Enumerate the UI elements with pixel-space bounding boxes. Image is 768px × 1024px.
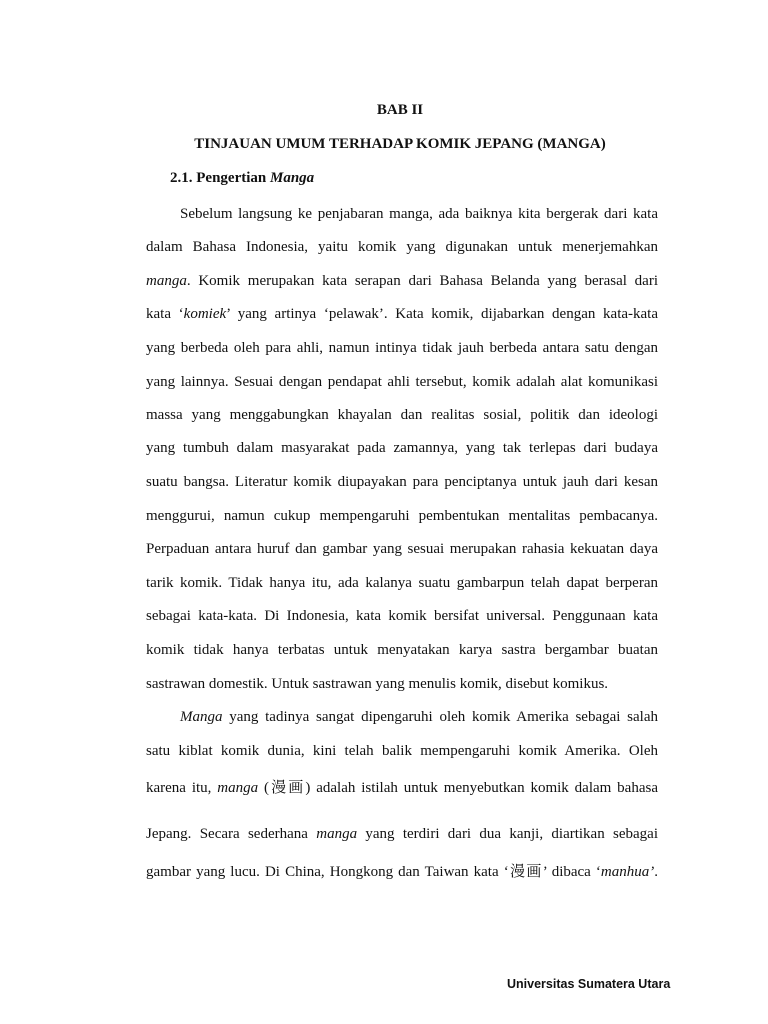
paragraph-1-line-12: tarik komik. Tidak hanya itu, ada kalanya suatu gambarpun telah dapat berperan	[146, 575, 658, 591]
section-term: Manga	[269, 170, 315, 186]
paragraph-text: kata ‘	[146, 306, 184, 322]
paragraph-1-line-15: sastrawan domestik. Untuk sastrawan yang menulis komik, disebut komikus.	[146, 676, 609, 692]
paragraph-2-line-4	[146, 824, 658, 844]
paragraph-text: (漫画) adalah istilah untuk menyebutkan komik dalam bahasa	[258, 780, 658, 796]
paragraph-1-line-9: suatu bangsa. Literatur komik diupayakan para penciptanya untuk jauh dari kesan	[146, 474, 658, 490]
term-manga: manga	[217, 780, 259, 796]
footer-institution: Universitas Sumatera Utara	[507, 977, 671, 991]
section-number: 2.1. Pengertian	[170, 170, 270, 186]
paragraph-2-line-2: satu kiblat komik dunia, kini telah balik mempengaruhi komik Amerika. Oleh	[146, 743, 658, 759]
paragraph-1-line-13: sebagai kata-kata. Di Indonesia, kata komik bersifat universal. Penggunaan kata	[146, 608, 658, 624]
paragraph-1-line-10: menggurui, namun cukup mempengaruhi pembentukan mentalitas pembacanya.	[146, 508, 658, 524]
paragraph-1-line-14: komik tidak hanya terbatas untuk menyatakan karya sastra bergambar buatan	[146, 642, 658, 658]
paragraph-text: karena itu,	[146, 780, 218, 796]
paragraph-text: ’ yang artinya ‘pelawak’. Kata komik, dijabarkan dengan kata-kata	[226, 306, 658, 322]
paragraph-1-line-7: massa yang menggabungkan khayalan dan realitas sosial, politik dan ideologi	[146, 407, 658, 423]
paragraph-2-line-1	[180, 707, 658, 727]
paragraph-1-line-3	[146, 271, 658, 291]
paragraph-2-line-5	[146, 862, 658, 882]
paragraph-text: Jepang. Secara sederhana	[146, 826, 317, 842]
term-manga: manga	[146, 273, 187, 289]
paragraph-text: yang tadinya sangat dipengaruhi oleh komik Amerika sebagai salah	[222, 709, 658, 725]
paragraph-2-line-3	[146, 778, 658, 798]
paragraph-text: yang terdiri dari dua kanji, diartikan sebagai	[357, 826, 658, 842]
paragraph-1-line-8: yang tumbuh dalam masyarakat pada zamannya, yang tak terlepas dari budaya	[146, 440, 658, 456]
paragraph-text: . Komik merupakan kata serapan dari Bahasa Belanda yang berasal dari	[186, 273, 658, 289]
paragraph-1-line-5: yang berbeda oleh para ahli, namun intinya tidak jauh berbeda antara satu dengan	[146, 340, 658, 356]
term-komiek: komiek	[183, 306, 227, 322]
paragraph-text: gambar yang lucu. Di China, Hongkong dan Taiwan kata ‘漫画’ dibaca ‘	[146, 864, 601, 880]
chapter-label: BAB II	[376, 102, 424, 118]
paragraph-1-line-6: yang lainnya. Sesuai dengan pendapat ahli tersebut, komik adalah alat komunikasi	[146, 374, 658, 390]
term-manga: manga	[316, 826, 358, 842]
paragraph-1-line-2: dalam Bahasa Indonesia, yaitu komik yang digunakan untuk menerjemahkan	[146, 239, 658, 255]
section-heading	[170, 170, 314, 187]
paragraph-1-line-11: Perpaduan antara huruf dan gambar yang sesuai merupakan rahasia kekuatan daya	[146, 541, 658, 557]
chapter-title: TINJAUAN UMUM TERHADAP KOMIK JEPANG (MANGA)	[194, 136, 606, 152]
term-manga: Manga	[180, 709, 223, 725]
paragraph-text: .	[654, 864, 658, 880]
paragraph-1-line-4	[146, 304, 658, 324]
term-manhua: manhua’	[600, 864, 655, 880]
paragraph-1-line-1: Sebelum langsung ke penjabaran manga, ada baiknya kita bergerak dari kata	[180, 206, 658, 222]
